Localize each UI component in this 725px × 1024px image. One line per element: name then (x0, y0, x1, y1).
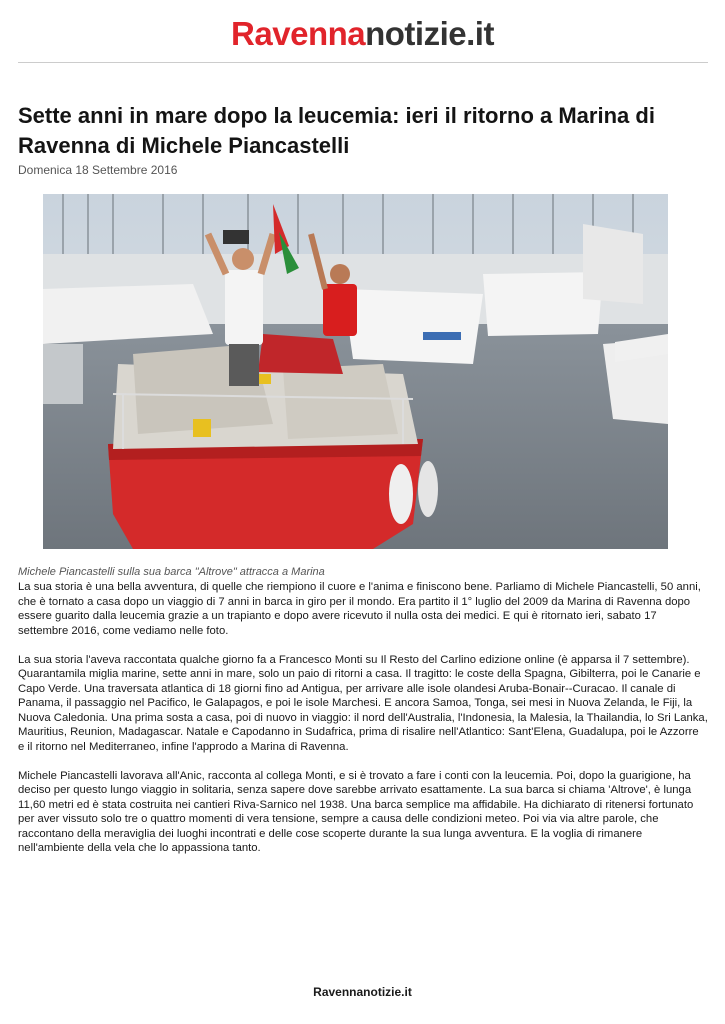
photo-caption: Michele Piancastelli sulla sua barca "Altrove" attracca a Marina (18, 566, 325, 578)
article-paragraph: La sua storia l'aveva raccontata qualche giorno fa a Francesco Monti su Il Resto del Carlino edizione online (è apparsa il 7 settembre). (18, 653, 690, 666)
article-title: Sette anni in mare dopo la leucemia: ieri il ritorno a Marina di Ravenna di Michele Piancastelli (18, 103, 655, 158)
article-date: Domenica 18 Settembre 2016 (18, 163, 178, 177)
footer-site-name: Ravennanotizie.it (313, 985, 412, 999)
article-body (18, 580, 708, 870)
logo-part-ravenna: Ravenna (231, 15, 366, 52)
article-paragraph: Quarantamila miglia marine, sette anni in mare, solo un paio di ritorni a casa. Il tragitto: le coste della Spagna, Gibilterra, poi le Canarie e Capo Verde. Una traversata atlantica di 18 giorni fino ad Antigua, per arrivare alle isole olandesi Aruba-Bonair--Curacao. Il canale di Panama, il passaggio nel Pacifico, le Galapagos, e poi le isole Marchesi. E ancora Samoa, Tonga, sei mesi in Nuova Zelanda, le Fiji, la Nuova Caledonia. Una prima sosta a casa, poi di nuovo in viaggio: il nord dell'Australia, l'Indonesia, la Malesia, la Thailandia, lo Sri Lanka, Mauritius, Reunion, Madagascar. Natale e Capodanno in Sudafrica, prima di risalire nell'Atlantico: Sant'Elena, Guadalupa, poi le Azzorre e il ritorno nel Mediterraneo, infine l'approdo a Marina di Ravenna. (18, 668, 708, 753)
site-logo[interactable] (231, 14, 494, 54)
article-paragraph: Michele Piancastelli lavorava all'Anic, racconta al collega Monti, e si è trovato a fare i conti con la leucemia. Poi, dopo la guarigione, ha deciso per questo lungo viaggio in solitaria, senza sapere dove sarebbe arrivato esattamente. La sua barca si chiama 'Altrove', è lunga 11,60 metri ed è stata costruita nei cantieri Riva-Sarnico nel 1938. Una barca semplice ma affidabile. Ha dichiarato di ritenersi fortunato per aver vissuto solo tre o quattro momenti di vera tensione, sempre a causa delle condizioni meteo. Poi via via altre parole, che raccontano della meraviglia dei luoghi incontrati e delle cose scoperte durante la sua lunga avventura. E la voglia di rimanere nell'ambiente della vela che lo appassiona tanto. (18, 769, 694, 854)
header-divider (18, 62, 708, 63)
article-paragraph: La sua storia è una bella avventura, di quelle che riempiono il cuore e l'anima e finiscono bene. Parliamo di Michele Piancastelli, 50 anni, che è tornato a casa dopo un viaggio di 7 anni in barca in giro per il mondo. Era partito il 1° luglio del 2009 da Marina di Ravenna dopo essere guarito dalla leucemia grazie a un trapianto e dopo avere ricevuto il nulla osta dei medici. E qui è ritornato ieri, sabato 17 settembre 2016, come vediamo nelle foto. (18, 581, 701, 637)
masthead (0, 14, 725, 54)
article-photo (43, 194, 668, 549)
logo-part-notizie: notizie.it (365, 15, 494, 52)
